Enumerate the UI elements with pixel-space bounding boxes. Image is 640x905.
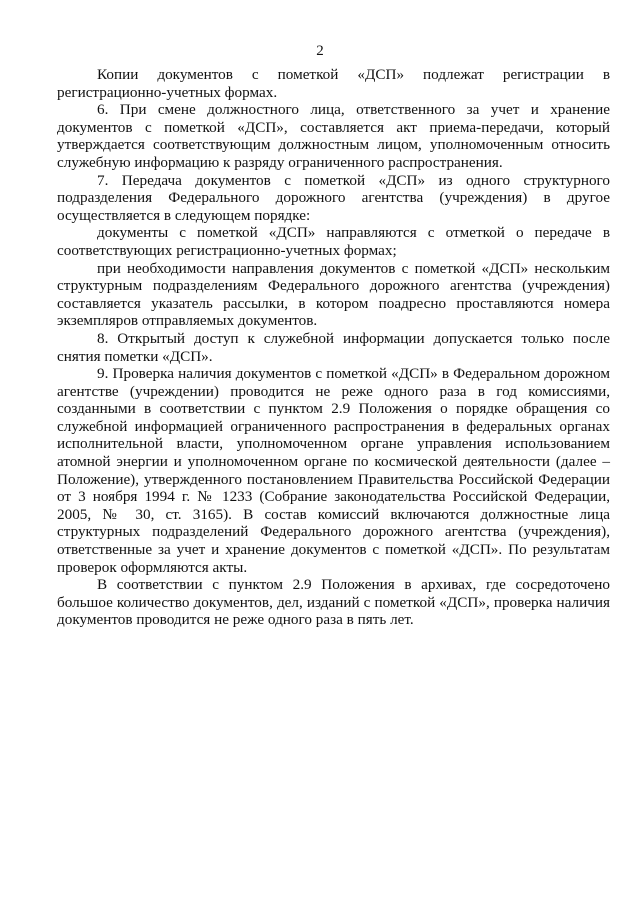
page-number: 2 bbox=[316, 43, 324, 59]
paragraph-9-inspection: 9. Проверка наличия документов с пометкой «ДСП» в Федеральном дорожном агентстве (учреждении) проводится не реже одного раза в год комиссиями, созданными в соответствии с пунктом 2.9 Положения о порядке обращения со служебной информацией ограниченного распространения в федеральных органах исполнительной власти, уполномоченном органе управления использованием атомной энергии и уполномоченном органе по космической деятельности (далее – Положение), утвержденного постановлением Правительства Российской Федерации от 3 ноября 1994 г. № 1233 (Собрание законодательства Российской Федерации, 2005, № 30, ст. 3165). В состав комиссий включаются должностные лица структурных подразделений Федерального дорожного агентства (учреждения), ответственные за учет и хранение документов с пометкой «ДСП». По результатам проверок оформляются акты. bbox=[57, 365, 610, 576]
paragraph-transfer-mark: документы с пометкой «ДСП» направляются с отметкой о передаче в соответствующих регистрационно-учетных формах; bbox=[57, 224, 610, 259]
paragraph-distribution-list: при необходимости направления документов с пометкой «ДСП» нескольким структурным подразделениям Федерального дорожного агентства (учреждения) составляется указатель рассылки, в котором поадресно проставляются номера экземпляров отправляемых документов. bbox=[57, 259, 610, 330]
paragraph-8-open-access: 8. Открытый доступ к служебной информации допускается только после снятия пометки «ДСП». bbox=[57, 329, 610, 365]
paragraph-archive-inspection: В соответствии с пунктом 2.9 Положения в архивах, где сосредоточено большое количество документов, дел, изданий с пометкой «ДСП», проверка наличия документов проводится не реже одного раза в пять лет. bbox=[57, 576, 610, 629]
paragraph-6-official-change: 6. При смене должностного лица, ответственного за учет и хранение документов с пометкой «ДСП», составляется акт приема-передачи, который утверждается соответствующим должностным лицом, уполномоченным относить служебную информацию к разряду ограниченного распространения. bbox=[57, 101, 610, 171]
paragraph-7-transfer-procedure: 7. Передача документов с пометкой «ДСП» из одного структурного подразделения Федерального дорожного агентства (учреждения) в другое осуществляется в следующем порядке: bbox=[57, 171, 610, 224]
document-body bbox=[57, 66, 610, 629]
paragraph-copies-registration: Копии документов с пометкой «ДСП» подлежат регистрации в регистрационно-учетных формах. bbox=[57, 66, 610, 101]
